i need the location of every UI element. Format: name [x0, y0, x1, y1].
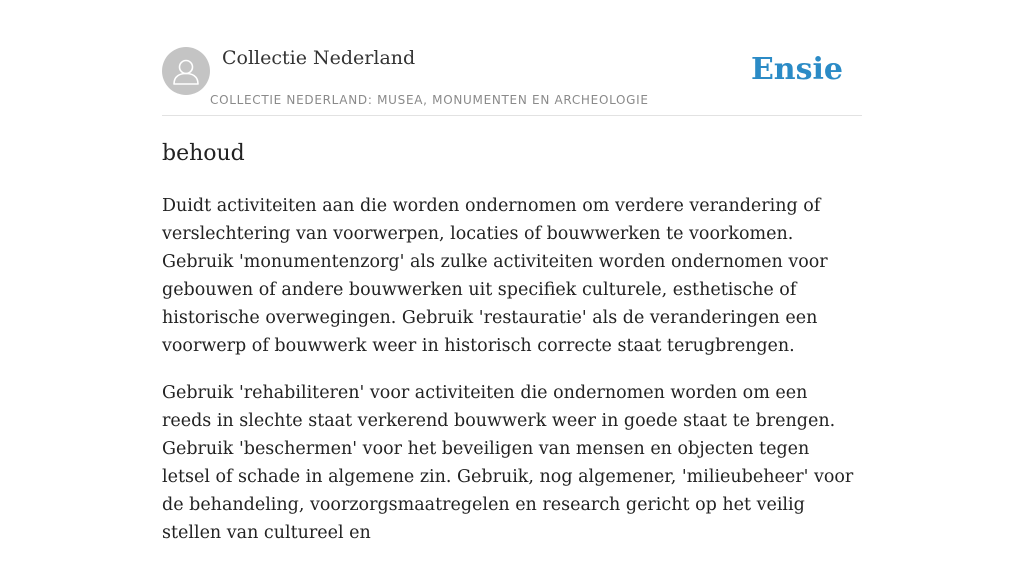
brand-logo[interactable]: Ensie [750, 52, 843, 87]
user-avatar-icon [162, 47, 210, 95]
category-label[interactable]: COLLECTIE NEDERLAND: MUSEA, MONUMENTEN EN ARCHEOLOGIE [210, 93, 649, 107]
author-name[interactable]: Collectie Nederland [222, 47, 416, 69]
author-avatar[interactable] [162, 47, 210, 95]
definition-paragraph: Gebruik 'rehabiliteren' voor activiteiten die ondernomen worden om een reeds in slechte staat verkerend bouwwerk weer in goede staat te brengen. Gebruik 'beschermen' voor het beveiligen van mensen en objecten tegen letsel of schade in algemene zin. Gebruik, nog algemener, 'milieubeheer' voor de behandeling, voorzorgsmaatregelen en research gericht op het veilig stellen van cultureel en [162, 383, 854, 543]
article-content [162, 138, 862, 566]
definition-paragraph: Duidt activiteiten aan die worden ondernomen om verdere verandering of verslechtering van voorwerpen, locaties of bouwwerken te voorkomen. Gebruik 'monumentenzorg' als zulke activiteiten worden ondernomen voor gebouwen of andere bouwwerken uit specifiek culturele, esthetische of historische overwegingen. Gebruik 'restauratie' als de veranderingen een voorwerp of bouwwerk weer in historisch correcte staat terugbrengen. [162, 196, 828, 356]
term-title: behoud [162, 141, 245, 166]
page-header [162, 47, 862, 116]
